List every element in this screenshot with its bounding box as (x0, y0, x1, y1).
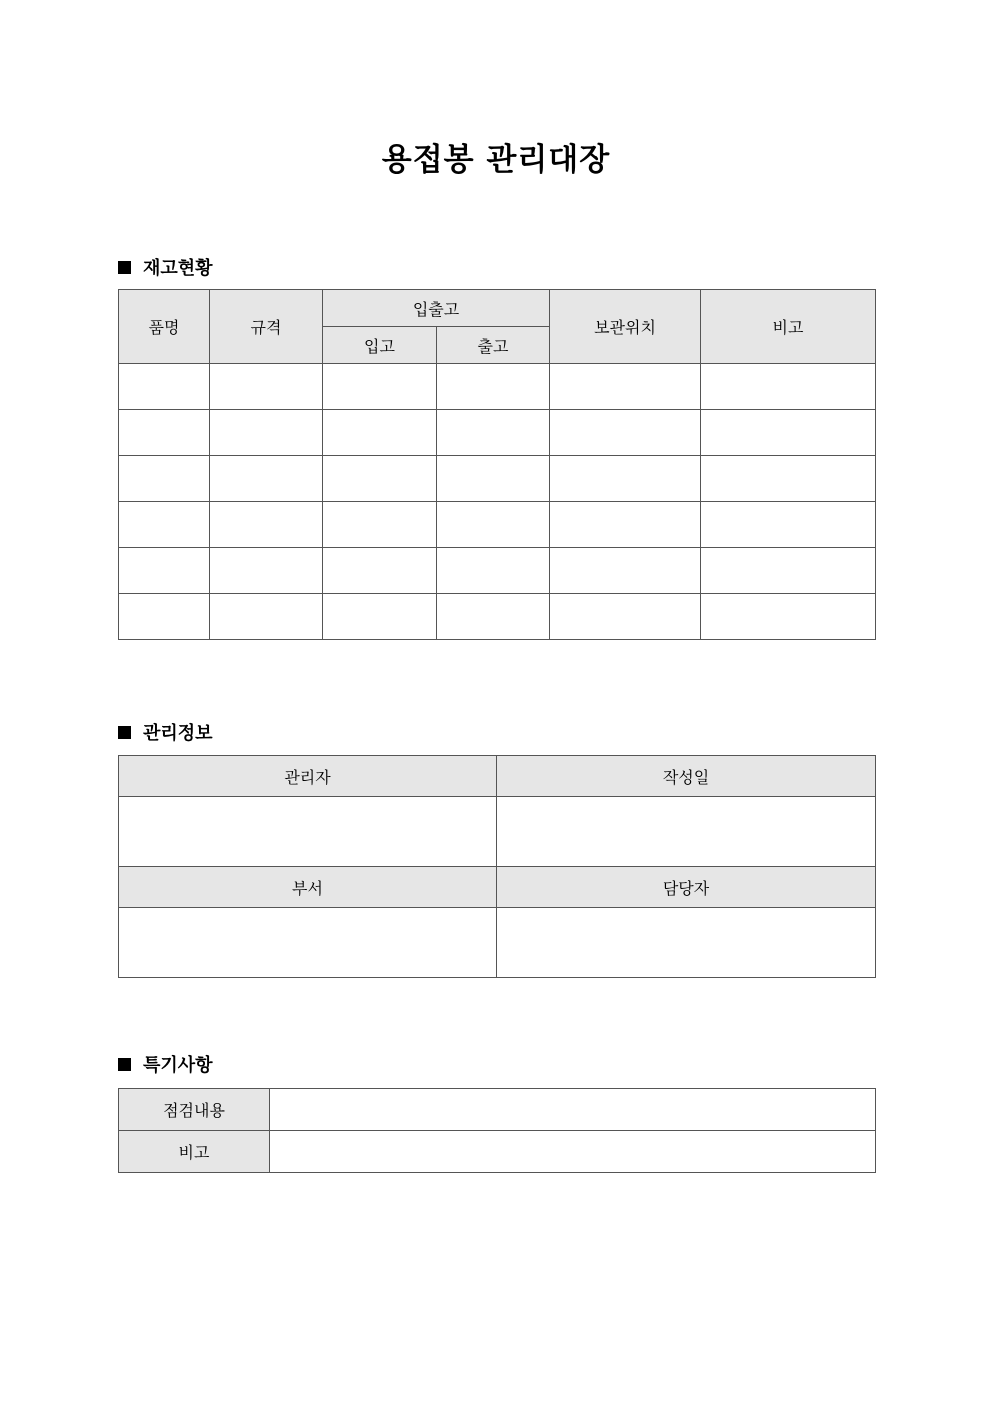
cell-item[interactable] (119, 548, 210, 594)
cell-spec[interactable] (210, 456, 323, 502)
table-row (119, 364, 876, 410)
remark-label: 비고 (119, 1131, 270, 1173)
cell-out[interactable] (437, 502, 550, 548)
square-bullet-icon (118, 1058, 131, 1071)
cell-spec[interactable] (210, 364, 323, 410)
inspection-label: 점검내용 (119, 1089, 270, 1131)
table-row (119, 502, 876, 548)
section-heading-info-label: 관리정보 (143, 723, 213, 744)
cell-location[interactable] (550, 594, 701, 640)
remark-field[interactable] (270, 1131, 876, 1173)
stock-table (118, 289, 876, 640)
cell-remark[interactable] (701, 548, 876, 594)
table-row (119, 456, 876, 502)
cell-remark[interactable] (701, 594, 876, 640)
cell-item[interactable] (119, 502, 210, 548)
cell-item[interactable] (119, 594, 210, 640)
cell-in[interactable] (323, 364, 437, 410)
section-heading-notes (118, 1051, 213, 1077)
cell-out[interactable] (437, 364, 550, 410)
cell-remark[interactable] (701, 364, 876, 410)
square-bullet-icon (118, 261, 131, 274)
table-row (119, 594, 876, 640)
cell-in[interactable] (323, 548, 437, 594)
manager-label: 관리자 (119, 756, 497, 797)
header-inout: 입출고 (323, 290, 550, 327)
header-out: 출고 (437, 327, 550, 364)
cell-item[interactable] (119, 410, 210, 456)
cell-out[interactable] (437, 410, 550, 456)
person-label: 담당자 (497, 867, 876, 908)
cell-in[interactable] (323, 410, 437, 456)
person-field[interactable] (497, 908, 876, 978)
cell-in[interactable] (323, 502, 437, 548)
section-heading-notes-label: 특기사항 (143, 1055, 213, 1076)
cell-location[interactable] (550, 364, 701, 410)
section-heading-stock-label: 재고현황 (143, 258, 213, 279)
cell-in[interactable] (323, 594, 437, 640)
header-remark: 비고 (701, 290, 876, 364)
cell-out[interactable] (437, 548, 550, 594)
page-title: 용접봉 관리대장 (381, 142, 611, 178)
cell-item[interactable] (119, 364, 210, 410)
cell-location[interactable] (550, 410, 701, 456)
date-field[interactable] (497, 797, 876, 867)
table-row (119, 548, 876, 594)
section-heading-stock (118, 254, 213, 280)
info-table (118, 755, 876, 978)
header-spec: 규격 (210, 290, 323, 364)
dept-label: 부서 (119, 867, 497, 908)
cell-remark[interactable] (701, 410, 876, 456)
header-location: 보관위치 (550, 290, 701, 364)
notes-table (118, 1088, 876, 1173)
date-label: 작성일 (497, 756, 876, 797)
dept-field[interactable] (119, 908, 497, 978)
table-row (119, 410, 876, 456)
header-in: 입고 (323, 327, 437, 364)
inspection-field[interactable] (270, 1089, 876, 1131)
cell-spec[interactable] (210, 594, 323, 640)
header-item: 품명 (119, 290, 210, 364)
cell-out[interactable] (437, 594, 550, 640)
cell-item[interactable] (119, 456, 210, 502)
cell-remark[interactable] (701, 502, 876, 548)
manager-field[interactable] (119, 797, 497, 867)
cell-remark[interactable] (701, 456, 876, 502)
cell-in[interactable] (323, 456, 437, 502)
cell-spec[interactable] (210, 502, 323, 548)
cell-location[interactable] (550, 548, 701, 594)
cell-out[interactable] (437, 456, 550, 502)
cell-location[interactable] (550, 502, 701, 548)
square-bullet-icon (118, 726, 131, 739)
section-heading-info (118, 719, 213, 745)
cell-spec[interactable] (210, 410, 323, 456)
cell-location[interactable] (550, 456, 701, 502)
cell-spec[interactable] (210, 548, 323, 594)
